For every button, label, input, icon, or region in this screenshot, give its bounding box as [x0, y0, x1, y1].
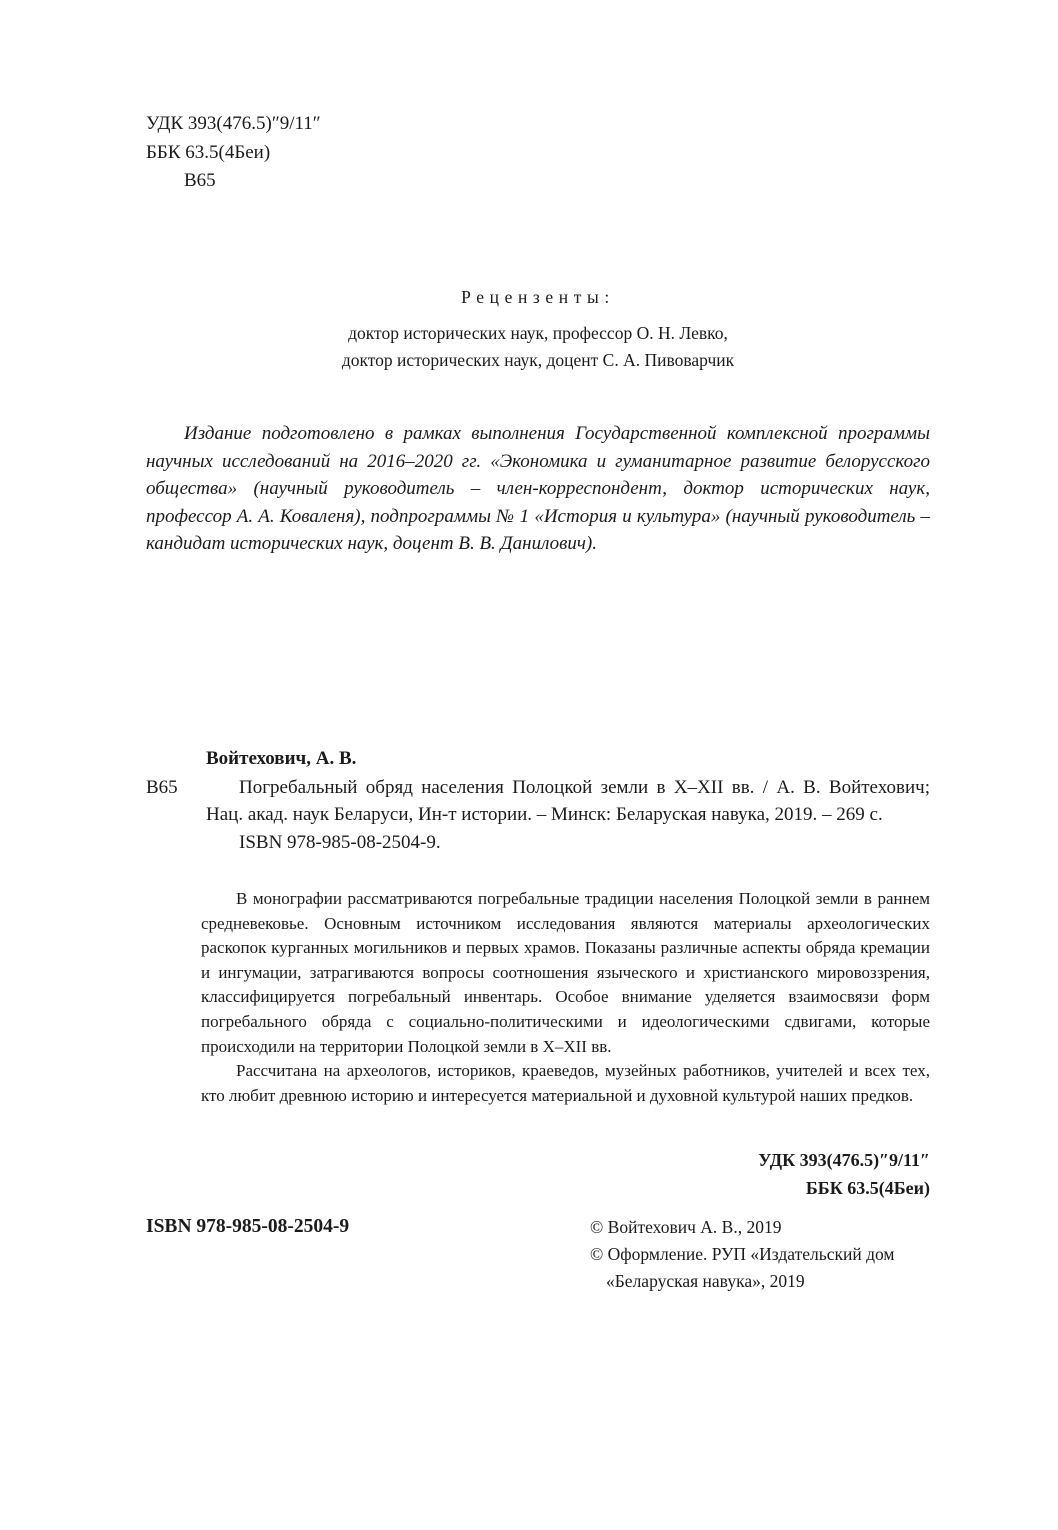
annotation-paragraph-1: В монографии рассматриваются погребальные традиции населения Полоцкой земли в раннем средневековье. Основным источником исследования являются материалы археологических раскопок курганных могильников и первых храмов. Показаны различные аспекты обряда кремации и ингумации, затрагиваются вопросы соотношения языческого и христианского мировоззрения, классифицируется погребальный инвентарь. Особое внимание уделяется взаимосвязи форм погребального обряда с социально-политическими и идеологическими сдвигами, которые происходили на территории Полоцкой земли в X–XII вв. — [201, 889, 930, 1056]
copyright-publisher-cont: «Беларуская навука», 2019 — [606, 1271, 805, 1291]
catalog-author-sign: В65 — [146, 776, 178, 798]
udk-code-top: УДК 393(476.5)″9/11″ — [146, 113, 321, 134]
catalog-isbn: ISBN 978-985-08-2504-9. — [239, 831, 441, 853]
catalog-description: Погребальный обряд населения Полоцкой земли в X–XII вв. / А. В. Войтехович; Нац. акад. наук Беларуси, Ин-т истории. – Минск: Беларуская навука, 2019. – 269 с. — [206, 776, 930, 825]
author-sign-code: В65 — [184, 170, 216, 191]
bbk-code-bottom: ББК 63.5(4Беи) — [805, 1178, 930, 1198]
classification-codes-bottom — [146, 1146, 930, 1202]
annotation-block — [146, 887, 930, 1108]
catalog-card — [146, 745, 930, 856]
program-note: Издание подготовлено в рамках выполнения Государственной комплексной программы научных исследований на 2016–2020 гг. «Экономика и гуманитарное развитие белорусского общества» (научный руководитель – член-корреспондент, доктор исторических наук, профессор А. А. Коваленя), подпрограммы № 1 «История и культура» (научный руководитель – кандидат исторических наук, доцент В. В. Данилович). — [146, 423, 930, 554]
page-content — [146, 0, 930, 1530]
catalog-author: Войтехович, А. В. — [206, 748, 357, 769]
catalog-entry — [146, 774, 930, 829]
udk-code-bottom: УДК 393(476.5)″9/11″ — [758, 1150, 930, 1170]
copyright-publisher: © Оформление. РУП «Издательский дом — [590, 1244, 895, 1264]
reviewers-heading: Рецензенты: — [461, 287, 615, 307]
bbk-code-top: ББК 63.5(4Беи) — [146, 141, 271, 163]
copyright-block — [590, 1214, 895, 1295]
reviewer-line-2: доктор исторических наук, доцент С. А. Пивоварчик — [341, 350, 735, 370]
annotation-paragraph-2: Рассчитана на археологов, историков, краеведов, музейных работников, учителей и всех тех, кто любит древнюю историю и интересуется материальной и духовной культурой наших предков. — [201, 1061, 930, 1105]
copyright-author: © Войтехович А. В., 2019 — [590, 1217, 782, 1237]
isbn-bottom: ISBN 978-985-08-2504-9 — [146, 1216, 350, 1237]
classification-codes-top — [146, 110, 930, 196]
reviewers-block — [146, 284, 930, 374]
footer-row — [146, 1214, 930, 1314]
reviewer-line-1: доктор исторических наук, профессор О. Н. Левко, — [348, 323, 728, 343]
